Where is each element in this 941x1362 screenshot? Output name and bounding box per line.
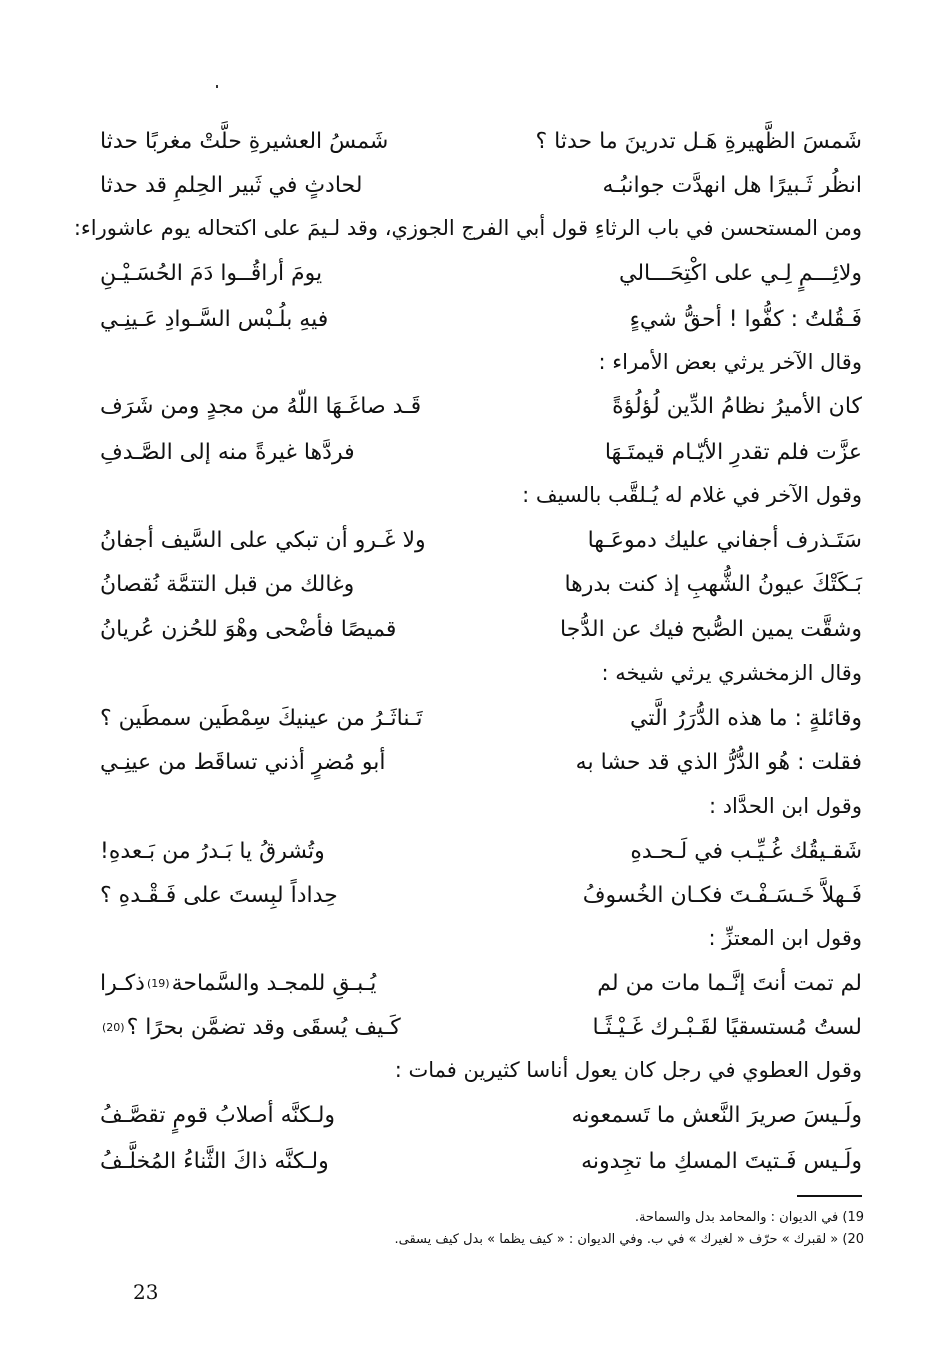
- footnote: 20) « لقبرك » حرّف « لغيرك » في ب. وفي الديوان : « كيف يظما » بدل كيف يسقى.: [394, 1232, 864, 1247]
- verse-second-hemistich: حِداداً لبِستَ على فَـقْـدهِ ؟: [100, 882, 338, 908]
- verse-second-hemistich: [100, 1015, 460, 1040]
- verse-second-hemistich: أبو مُضرٍ أذني تساقَط من عينِـي: [100, 749, 386, 775]
- verse-line: [100, 741, 862, 783]
- verse-second-hemistich: ولا غَـرو أن تبكي على السَّيف أجفانُ: [100, 527, 426, 553]
- verse-second-hemistich: قَـد صاغَـهَا اللّهُ من مجدٍ ومن شَرَف: [100, 393, 422, 419]
- verse-line: [100, 298, 862, 340]
- verse-first-hemistich: شَقـيقُك غُـيِّـب في لَـحـدهِ: [630, 838, 862, 864]
- verse-line: [100, 385, 862, 427]
- verse-line: [100, 697, 862, 739]
- verse-line: [100, 519, 862, 561]
- verse-second-hemistich: قميصًا فأضْحى وهْوَ للحُزن عُريانُ: [100, 616, 397, 642]
- verse-first-hemistich: ولائِـــمٍ لِـي على اكْتِحَـــالي: [619, 260, 862, 286]
- hemistich-text: يُـبـقِ للمجـد والسَّماحة: [171, 970, 377, 996]
- verse-line: [100, 164, 862, 206]
- prose-line: وقول الآخر في غلام له يُـلقَّب بالسيف :: [522, 483, 862, 507]
- verse-line: [100, 252, 862, 294]
- verse-line: [100, 563, 862, 605]
- verse-first-hemistich: سَتَـذرف أجفاني عليك دموعَـها: [587, 527, 862, 553]
- prose-line: وقول ابن الحدَّاد :: [708, 794, 862, 818]
- verse-second-hemistich: تَـناثَـرُ من عينيكَ سِمْطَين سمطَين ؟: [100, 705, 423, 731]
- footnote: 19) في الديوان : والمحامد بدل والسماحة.: [634, 1210, 864, 1225]
- verse-second-hemistich: لحادثٍ في ثَبير الحِلمِ قد حدثا: [100, 172, 363, 198]
- verse-first-hemistich: فقلت : هُو الدُّرُّ الذي قد حشا به: [575, 749, 862, 775]
- verse-line: [100, 962, 862, 1004]
- verse-second-hemistich: ولـكنَّه ذاكَ الثَّناءُ المُخلَّـفُ: [100, 1148, 329, 1174]
- footnote-marker[interactable]: (19): [146, 976, 170, 990]
- hemistich-text: ذكـرا: [100, 970, 145, 996]
- prose-line: ومن المستحسن في باب الرثاءِ قول أبي الفرج الجوزي، وقد لـيمَ على اكتحاله يوم عاشوراء:: [73, 216, 862, 240]
- prose-line: وقول ابن المعتزِّ :: [708, 926, 862, 950]
- prose-line: وقال الزمخشري يرثي شيخه :: [601, 661, 862, 685]
- verse-second-hemistich: يومَ أراقُــوا دَمَ الحُسَـيْـنِ: [100, 260, 323, 286]
- verse-line: [100, 830, 862, 872]
- hemistich-text: كَـيف يُسقَى وقد تضمَّن بحرًا ؟: [126, 1014, 401, 1040]
- verse-line: [100, 1006, 862, 1048]
- verse-first-hemistich: ولَـيسَ صريرَ النَّعش ما تَسمعونه: [571, 1102, 862, 1128]
- verse-line: [100, 874, 862, 916]
- verse-second-hemistich: وتُشرقُ يا بَـدرُ من بَـعدهِ!: [100, 838, 325, 864]
- verse-first-hemistich: بَـكَتْكَ عيونُ الشُّهبِ إذ كنت بدرها: [564, 571, 862, 597]
- verse-first-hemistich: ولَـيس فَـتيتَ المسكِ ما تجِدونه: [581, 1148, 862, 1174]
- verse-first-hemistich: وشقَّت يمين الصُّبح فيك عن الدُّجا: [560, 616, 862, 642]
- verse-first-hemistich: وقائلةٍ : ما هذه الدُّرَرُ الَّتي: [630, 705, 862, 731]
- footnote-divider: [797, 1195, 862, 1197]
- verse-first-hemistich: كان الأميرُ نظامُ الدِّين لُؤلُؤةً: [612, 393, 862, 419]
- verse-first-hemistich: لستُ مُستسقيًا لقَـبْـرك غَـيْـثًـا: [592, 1014, 862, 1040]
- verse-first-hemistich: انظُر ثَـبيرًا هل انهدَّت جوانبُـه: [602, 172, 862, 198]
- verse-second-hemistich: [100, 971, 460, 996]
- prose-line: وقول العطوي في رجل كان يعول أناسا كثيرين فمات :: [394, 1058, 862, 1082]
- verse-first-hemistich: فَـهلاَّ خَـسَـفْـتَ فكـان الخُسوفُ: [582, 882, 862, 908]
- verse-line: [100, 120, 862, 162]
- verse-line: [100, 431, 862, 473]
- verse-second-hemistich: ولـكنَّه أصلابُ قومٍ تقصَّـفُ: [100, 1102, 336, 1128]
- verse-first-hemistich: لم تمت أنتَ إنَّـما مات من لم: [597, 970, 862, 996]
- verse-second-hemistich: فيهِ بلُـبْس السَّـوادِ عَـينِـي: [100, 306, 329, 332]
- verse-line: [100, 1094, 862, 1136]
- verse-first-hemistich: شَمسَ الظَّهيرةِ هَـل تدرينَ ما حدثا ؟: [535, 128, 862, 154]
- footnote-marker[interactable]: (20): [102, 1020, 125, 1034]
- verse-second-hemistich: وغالك من قبل التتمَّة نُقصانُ: [100, 571, 355, 597]
- verse-first-hemistich: فَـقُلتُ : كفُّوا ! أحقُّ شيءٍ: [629, 306, 862, 332]
- verse-line: [100, 608, 862, 650]
- paper-speck: [216, 85, 218, 88]
- verse-line: [100, 1140, 862, 1182]
- page-number: 23: [133, 1280, 159, 1304]
- verse-second-hemistich: شَمسُ العشيرةِ حلَّتْ مغربًا حدثا: [100, 128, 389, 154]
- verse-second-hemistich: فردَّها غيرةً منه إلى الصَّـدفِ: [100, 439, 355, 465]
- prose-line: وقال الآخر يرثي بعض الأمراء :: [598, 350, 862, 374]
- verse-first-hemistich: عزَّت فلم تقدرِ الأيّـام قيمتَـهَا: [604, 439, 862, 465]
